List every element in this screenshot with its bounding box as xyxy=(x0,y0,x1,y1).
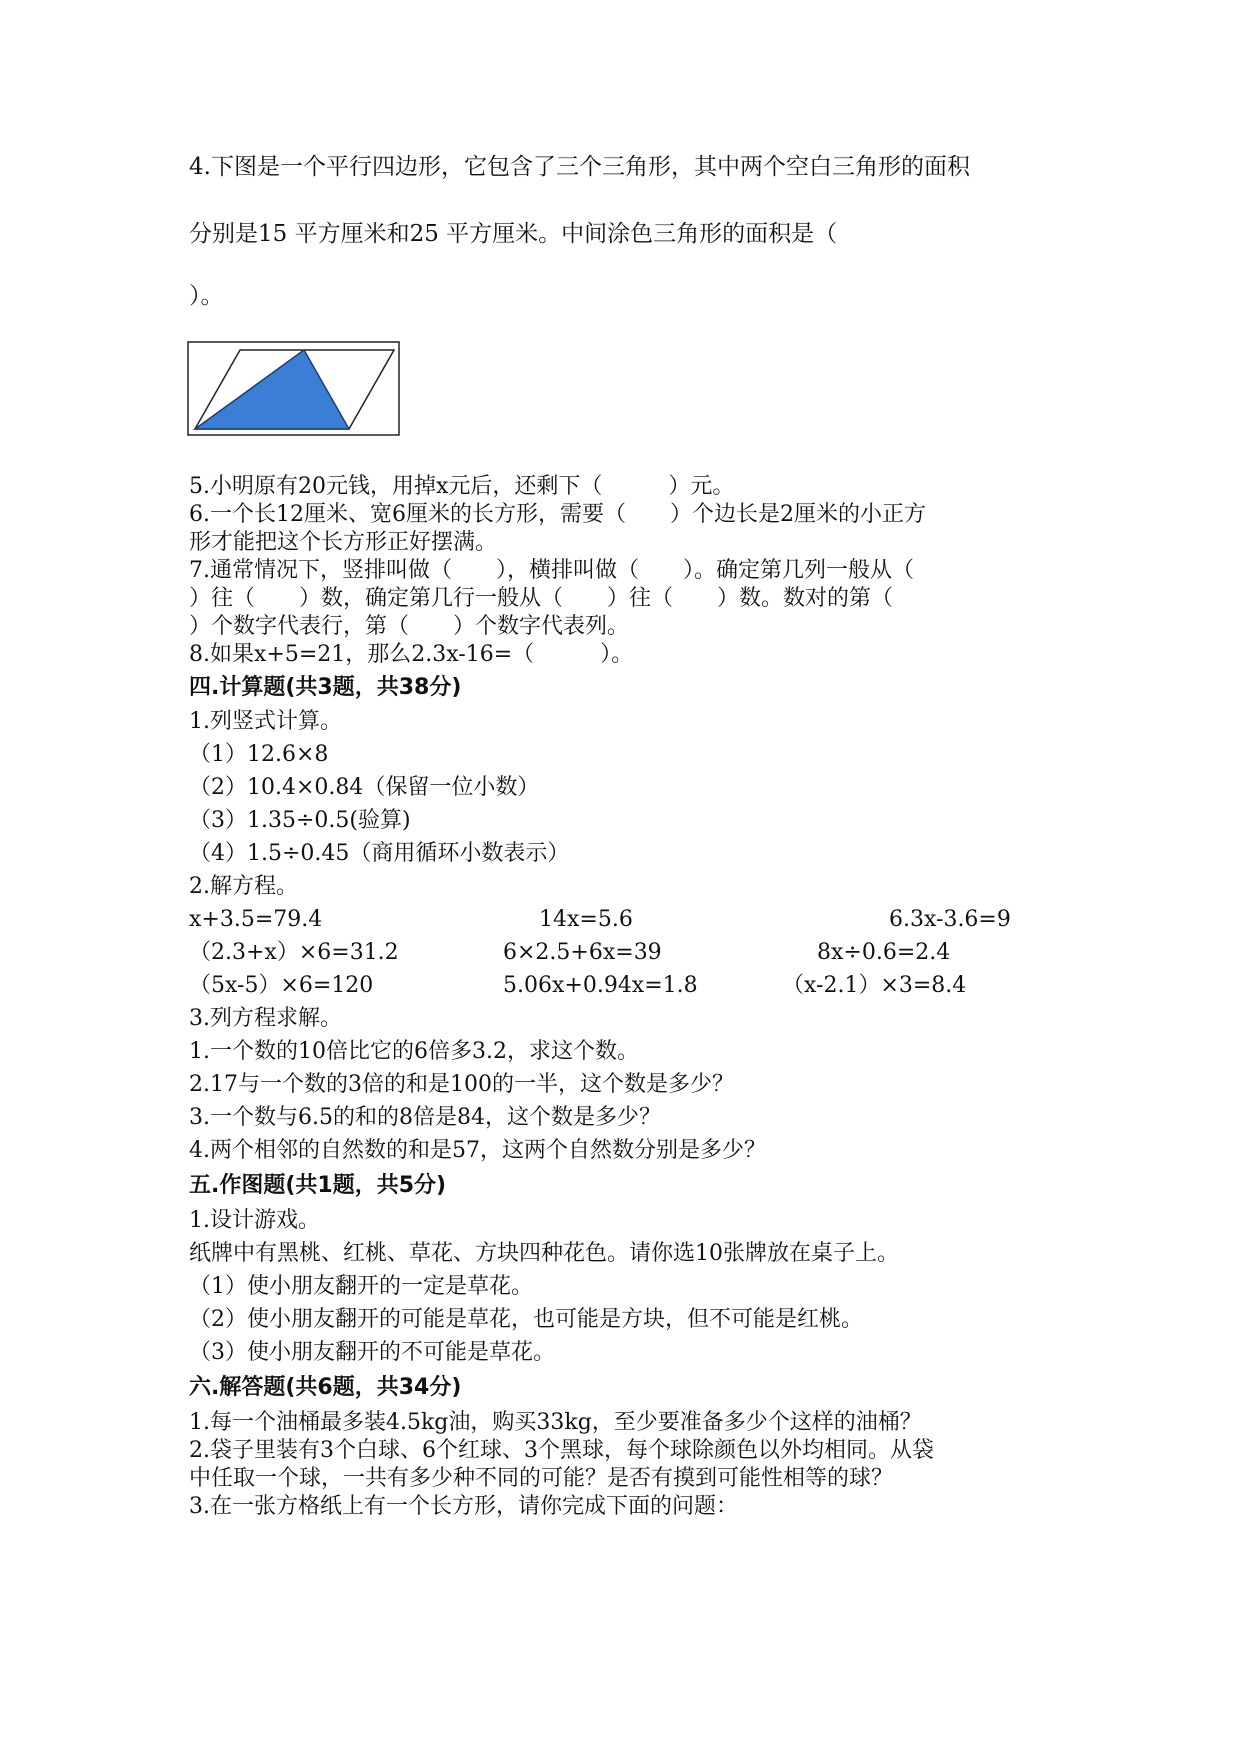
s4-p1-item: （1）12.6×8 xyxy=(189,742,329,767)
s4-p1-item: （3）1.35÷0.5(验算) xyxy=(189,808,411,833)
q6-line-2: 形才能把这个长方形正好摆满。 xyxy=(189,530,498,555)
s6-q3: 3.在一张方格纸上有一个长方形，请你完成下面的问题： xyxy=(189,1494,738,1519)
q4-line-3: ）。 xyxy=(189,283,224,309)
equation: （x-2.1）×3=8.4 xyxy=(782,973,967,998)
equation: 14x=5.6 xyxy=(539,907,633,932)
s4-p3-item: 4.两个相邻的自然数的和是57，这两个自然数分别是多少？ xyxy=(189,1138,766,1163)
s4-p3-item: 1.一个数的10倍比它的6倍多3.2，求这个数。 xyxy=(189,1039,639,1064)
q4-line-2: 分别是15 平方厘米和25 平方厘米。中间涂色三角形的面积是（ xyxy=(189,221,838,247)
s5-item: （1）使小朋友翻开的一定是草花。 xyxy=(189,1274,533,1299)
equation: 5.06x+0.94x=1.8 xyxy=(503,973,698,998)
q7-line-1: 7.通常情况下，竖排叫做（ ），横排叫做（ ）。确定第几列一般从（ xyxy=(189,558,914,583)
s4-p2-title: 2.解方程。 xyxy=(189,874,298,899)
q5: 5.小明原有20元钱，用掉x元后，还剩下（ ）元。 xyxy=(189,474,735,499)
section-4-title: 四.计算题(共3题，共38分) xyxy=(189,675,462,700)
s4-p1-item: （2）10.4×0.84（保留一位小数） xyxy=(189,775,540,800)
s5-intro: 纸牌中有黑桃、红桃、草花、方块四种花色。请你选10张牌放在桌子上。 xyxy=(189,1241,899,1266)
s4-p3-item: 2.17与一个数的3倍的和是100的一半，这个数是多少？ xyxy=(189,1072,734,1097)
s6-q1: 1.每一个油桶最多装4.5kg油，购买33kg，至少要准备多少个这样的油桶？ xyxy=(189,1410,922,1435)
equation: 6×2.5+6x=39 xyxy=(503,940,662,965)
parallelogram-figure xyxy=(187,341,401,437)
section-6-title: 六.解答题(共6题，共34分) xyxy=(189,1375,462,1400)
q7-line-3: ）个数字代表行，第（ ）个数字代表列。 xyxy=(189,614,630,639)
q6-line-1: 6.一个长12厘米、宽6厘米的长方形，需要（ ）个边长是2厘米的小正方 xyxy=(189,502,926,527)
s4-p1-title: 1.列竖式计算。 xyxy=(189,709,342,734)
equation: x+3.5=79.4 xyxy=(189,907,323,932)
equation: （2.3+x）×6=31.2 xyxy=(189,940,399,965)
s4-p3-item: 3.一个数与6.5的和的8倍是84，这个数是多少？ xyxy=(189,1105,661,1130)
s5-p1-title: 1.设计游戏。 xyxy=(189,1208,320,1233)
equation: 6.3x-3.6=9 xyxy=(889,907,1011,932)
s5-item: （2）使小朋友翻开的可能是草花，也可能是方块，但不可能是红桃。 xyxy=(189,1307,863,1332)
q8: 8.如果x+5=21，那么2.3x-16=（ ）。 xyxy=(189,642,634,667)
equation: 8x÷0.6=2.4 xyxy=(817,940,951,965)
s6-q2-line-1: 2.袋子里装有3个白球、6个红球、3个黑球，每个球除颜色以外均相同。从袋 xyxy=(189,1438,934,1463)
s4-p1-item: （4）1.5÷0.45（商用循环小数表示） xyxy=(189,841,570,866)
q7-line-2: ）往（ ）数，确定第几行一般从（ ）往（ ）数。数对的第（ xyxy=(189,586,894,611)
s4-p3-title: 3.列方程求解。 xyxy=(189,1006,342,1031)
equation: （5x-5）×6=120 xyxy=(189,973,374,998)
s5-item: （3）使小朋友翻开的不可能是草花。 xyxy=(189,1340,555,1365)
q4-line-1: 4.下图是一个平行四边形，它包含了三个三角形，其中两个空白三角形的面积 xyxy=(189,154,970,180)
s6-q2-line-2: 中任取一个球，一共有多少种不同的可能？是否有摸到可能性相等的球？ xyxy=(189,1466,894,1491)
section-5-title: 五.作图题(共1题，共5分) xyxy=(189,1173,447,1198)
